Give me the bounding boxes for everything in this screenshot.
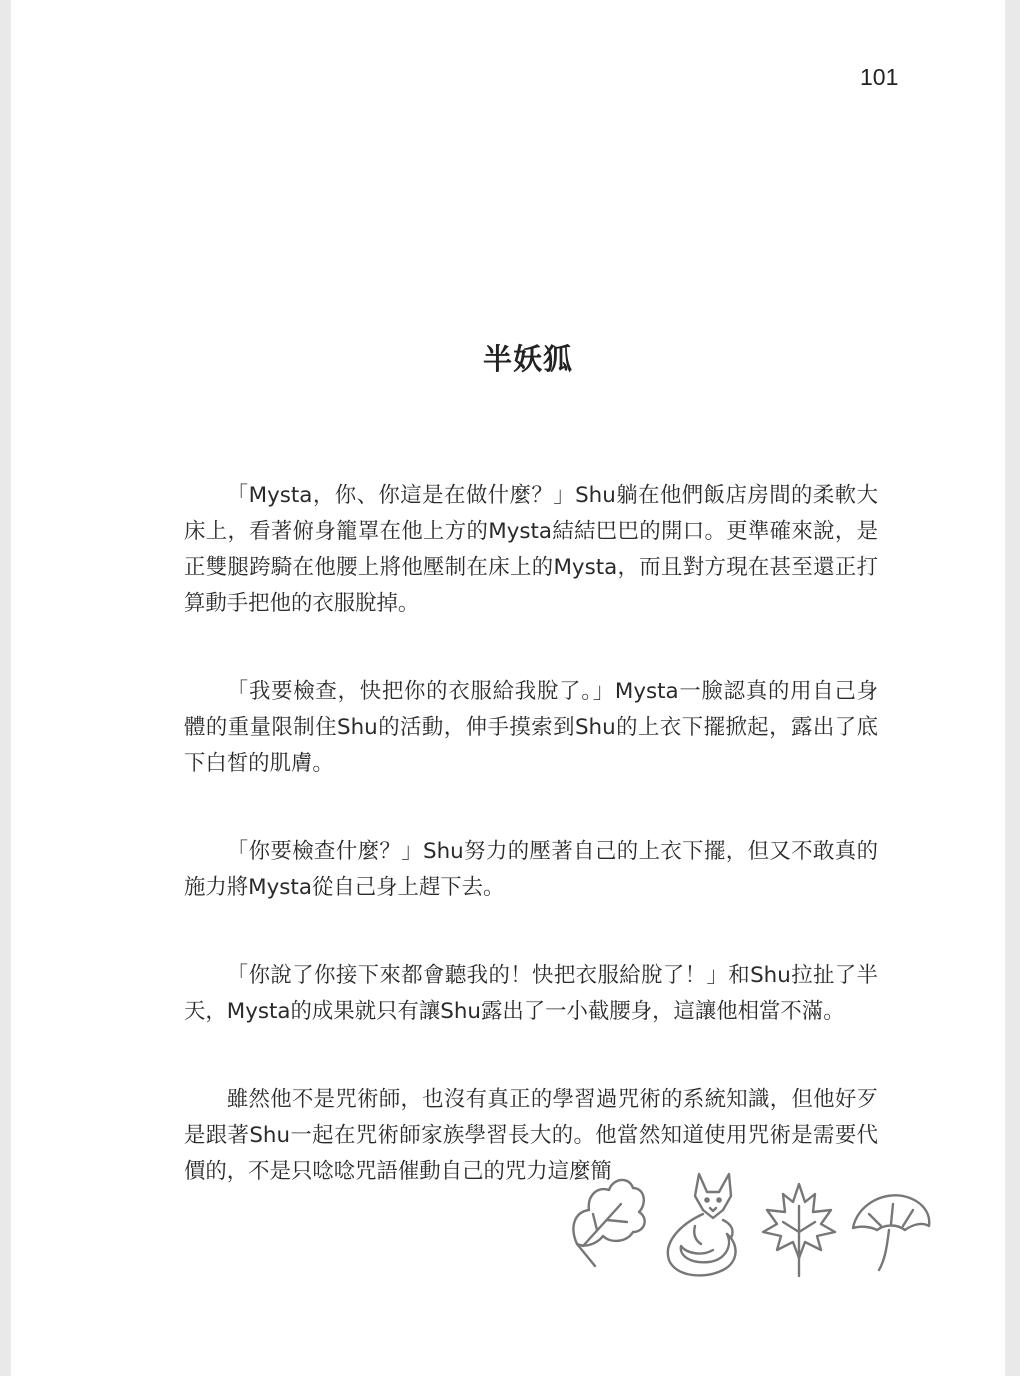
book-page (11, 0, 1005, 1376)
paragraph: 「我要檢查，快把你的衣服給我脫了。」Mysta一臉認真的用自己身體的重量限制住Shu的活動，伸手摸索到Shu的上衣下擺掀起，露出了底下白皙的肌膚。 (184, 679, 878, 776)
body-text (184, 478, 878, 1242)
chapter-title: 半妖狐 (482, 342, 573, 376)
decorative-ornament (563, 1166, 938, 1281)
paragraph: 「Mysta，你、你這是在做什麼？」Shu躺在他們飯店房間的柔軟大床上，看著俯身籠罩在他上方的Mysta結結巴巴的開口。更準確來說，是正雙腿跨騎在他腰上將他壓制在床上的Mysta，而且對方現在甚至還正打算動手把他的衣服脫掉。 (184, 483, 878, 616)
fox-icon (668, 1174, 736, 1275)
paragraph: 雖然他不是咒術師，也沒有真正的學習過咒術的系統知識，但他好歹是跟著Shu一起在咒術師家族學習長大的。他當然知道使用咒術是需要代價的，不是只唸唸咒語催動自己的咒力這麼簡 (184, 1087, 878, 1184)
paragraph: 「你說了你接下來都會聽我的！快把衣服給脫了！」和Shu拉扯了半天，Mysta的成果就只有讓Shu露出了一小截腰身，這讓他相當不滿。 (184, 963, 878, 1024)
ginkgo-leaf-icon (853, 1195, 929, 1270)
leaf-icon (573, 1180, 644, 1266)
page-number: 101 (860, 64, 899, 90)
paragraph: 「你要檢查什麼？」Shu努力的壓著自己的上衣下擺，但又不敢真的施力將Mysta從自己身上趕下去。 (184, 839, 878, 900)
maple-leaf-icon (763, 1184, 835, 1276)
